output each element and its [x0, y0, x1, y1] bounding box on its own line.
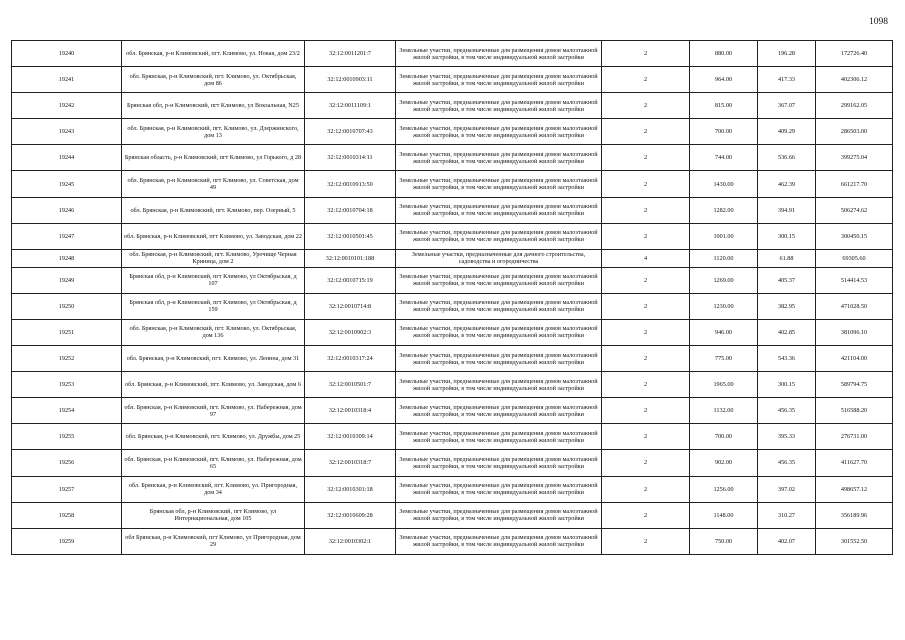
area-cell: 1430.00	[690, 171, 758, 197]
cadastral-value-table	[11, 40, 893, 555]
land-use-cell: Земельные участки, предназначенные для дачного строительства, садоводства и огородничества	[396, 249, 602, 267]
area-cell: 1001.00	[690, 223, 758, 249]
area-cell: 1965.00	[690, 372, 758, 398]
cadastral-value-cell: 471028.50	[816, 293, 893, 319]
address-cell: Брянская обл, р-н Климовский, пгт Климово, ул Октябрьская, д 159	[122, 293, 305, 319]
table-row	[12, 346, 893, 372]
page-number: 1098	[869, 17, 888, 27]
area-cell: 1282.00	[690, 197, 758, 223]
cadastral-number-cell: 32:12:0010309:14	[305, 424, 396, 450]
row-number-cell: 19251	[12, 319, 122, 345]
cadastral-number-cell: 32:12:0010301:18	[305, 476, 396, 502]
cadastral-number-cell: 32:12:0010609:28	[305, 502, 396, 528]
cadastral-value-cell: 402306.12	[816, 67, 893, 93]
address-cell: обл. Брянская, р-н Климовский, пгт. Климово, ул. Дзержинского, дом 13	[122, 119, 305, 145]
specific-value-cell: 395.33	[758, 424, 816, 450]
cadastral-number-cell: 32:12:0010913:50	[305, 171, 396, 197]
group-cell: 2	[602, 450, 690, 476]
cadastral-number-cell: 32:12:0011201:7	[305, 41, 396, 67]
cadastral-number-cell: 32:12:0010302:1	[305, 528, 396, 554]
group-cell: 2	[602, 424, 690, 450]
cadastral-number-cell: 32:12:0010318:7	[305, 450, 396, 476]
group-cell: 4	[602, 249, 690, 267]
address-cell: обл. Брянская, р-н Климовский, пгт. Климово, ул. Дружбы, дом 25	[122, 424, 305, 450]
cadastral-number-cell: 32:12:0010318:4	[305, 398, 396, 424]
table-row	[12, 424, 893, 450]
cadastral-number-cell: 32:12:0010101:188	[305, 249, 396, 267]
row-number-cell: 19259	[12, 528, 122, 554]
cadastral-value-cell: 381096.10	[816, 319, 893, 345]
cadastral-value-cell: 498657.12	[816, 476, 893, 502]
cadastral-number-cell: 32:12:0010501:45	[305, 223, 396, 249]
table-row	[12, 119, 893, 145]
land-use-cell: Земельные участки, предназначенные для размещения домов малоэтажной жилой застройки, в том числе индивидуальной жилой застройки	[396, 171, 602, 197]
land-use-cell: Земельные участки, предназначенные для размещения домов малоэтажной жилой застройки, в том числе индивидуальной жилой застройки	[396, 528, 602, 554]
address-cell: обл. Брянская, р-н Климовский, пгт. Климово, ул. Октябрьская, дом 86	[122, 67, 305, 93]
cadastral-number-cell: 32:12:0010903:11	[305, 67, 396, 93]
address-cell: обл. Брянская, р-н Климовский, пгт. Климово, Урочище Черная Криница, дом 2	[122, 249, 305, 267]
land-use-cell: Земельные участки, предназначенные для размещения домов малоэтажной жилой застройки, в том числе индивидуальной жилой застройки	[396, 41, 602, 67]
group-cell: 2	[602, 319, 690, 345]
group-cell: 2	[602, 119, 690, 145]
land-use-cell: Земельные участки, предназначенные для размещения домов малоэтажной жилой застройки, в том числе индивидуальной жилой застройки	[396, 119, 602, 145]
specific-value-cell: 61.88	[758, 249, 816, 267]
group-cell: 2	[602, 398, 690, 424]
area-cell: 1269.00	[690, 267, 758, 293]
address-cell: обл. Брянская, р-н Климовский, пгт. Климово, ул. Новая, дом 23/2	[122, 41, 305, 67]
cadastral-value-cell: 300450.15	[816, 223, 893, 249]
specific-value-cell: 300.15	[758, 372, 816, 398]
specific-value-cell: 394.91	[758, 197, 816, 223]
area-cell: 902.00	[690, 450, 758, 476]
group-cell: 2	[602, 93, 690, 119]
cadastral-number-cell: 32:12:0010704:18	[305, 197, 396, 223]
row-number-cell: 19247	[12, 223, 122, 249]
address-cell: обл. Брянская, р-н Климовский, пгт. Климово, ул. Набережная, дом 65	[122, 450, 305, 476]
specific-value-cell: 409.29	[758, 119, 816, 145]
address-cell: Брянская область, р-н Климовский, пгт Климово, ул Горького, д 28	[122, 145, 305, 171]
area-cell: 964.00	[690, 67, 758, 93]
row-number-cell: 19255	[12, 424, 122, 450]
cadastral-value-cell: 506274.62	[816, 197, 893, 223]
group-cell: 2	[602, 145, 690, 171]
cadastral-value-cell: 356189.96	[816, 502, 893, 528]
group-cell: 2	[602, 346, 690, 372]
cadastral-number-cell: 32:12:0010501:7	[305, 372, 396, 398]
table-row	[12, 171, 893, 197]
row-number-cell: 19243	[12, 119, 122, 145]
area-cell: 1148.00	[690, 502, 758, 528]
area-cell: 700.00	[690, 119, 758, 145]
row-number-cell: 19249	[12, 267, 122, 293]
land-use-cell: Земельные участки, предназначенные для размещения домов малоэтажной жилой застройки, в том числе индивидуальной жилой застройки	[396, 424, 602, 450]
cadastral-number-cell: 32:12:0010715:19	[305, 267, 396, 293]
land-use-cell: Земельные участки, предназначенные для размещения домов малоэтажной жилой застройки, в том числе индивидуальной жилой застройки	[396, 476, 602, 502]
row-number-cell: 19252	[12, 346, 122, 372]
land-use-cell: Земельные участки, предназначенные для размещения домов малоэтажной жилой застройки, в том числе индивидуальной жилой застройки	[396, 223, 602, 249]
specific-value-cell: 382.95	[758, 293, 816, 319]
table-row	[12, 293, 893, 319]
row-number-cell: 19245	[12, 171, 122, 197]
land-use-cell: Земельные участки, предназначенные для размещения домов малоэтажной жилой застройки, в том числе индивидуальной жилой застройки	[396, 372, 602, 398]
address-cell: Брянская обл, р-н Климовский, пгт Климово, ул Интернациональная, дом 105	[122, 502, 305, 528]
land-use-cell: Земельные участки, предназначенные для размещения домов малоэтажной жилой застройки, в том числе индивидуальной жилой застройки	[396, 267, 602, 293]
land-use-cell: Земельные участки, предназначенные для размещения домов малоэтажной жилой застройки, в том числе индивидуальной жилой застройки	[396, 346, 602, 372]
area-cell: 750.00	[690, 528, 758, 554]
land-use-cell: Земельные участки, предназначенные для размещения домов малоэтажной жилой застройки, в том числе индивидуальной жилой застройки	[396, 293, 602, 319]
group-cell: 2	[602, 372, 690, 398]
cadastral-value-cell: 299162.05	[816, 93, 893, 119]
cadastral-value-cell: 421104.00	[816, 346, 893, 372]
address-cell: обл. Брянская, р-н Климовский, пгт Климово, ул. Советская, дом 49	[122, 171, 305, 197]
table-row	[12, 398, 893, 424]
specific-value-cell: 536.66	[758, 145, 816, 171]
cadastral-number-cell: 32:12:0010314:11	[305, 145, 396, 171]
area-cell: 1132.00	[690, 398, 758, 424]
address-cell: обл Брянская, р-н Климовский, пгт Климово, ул Пригородная, дом 29	[122, 528, 305, 554]
specific-value-cell: 543.36	[758, 346, 816, 372]
area-cell: 1230.00	[690, 293, 758, 319]
row-number-cell: 19241	[12, 67, 122, 93]
table-row	[12, 93, 893, 119]
cadastral-value-cell: 276731.00	[816, 424, 893, 450]
cadastral-number-cell: 32:12:0010707:43	[305, 119, 396, 145]
area-cell: 1120.00	[690, 249, 758, 267]
address-cell: обл. Брянская, р-н Климовский, пгт Климово, ул. Заводская, дом 22	[122, 223, 305, 249]
address-cell: обл. Брянская, р-н Климовский, пгт. Климово, ул. Ленина, дом 31	[122, 346, 305, 372]
group-cell: 2	[602, 41, 690, 67]
land-use-cell: Земельные участки, предназначенные для размещения домов малоэтажной жилой застройки, в том числе индивидуальной жилой застройки	[396, 93, 602, 119]
row-number-cell: 19256	[12, 450, 122, 476]
group-cell: 2	[602, 267, 690, 293]
specific-value-cell: 456.35	[758, 398, 816, 424]
cadastral-value-cell: 301552.50	[816, 528, 893, 554]
specific-value-cell: 196.28	[758, 41, 816, 67]
table-row	[12, 197, 893, 223]
area-cell: 700.00	[690, 424, 758, 450]
group-cell: 2	[602, 502, 690, 528]
cadastral-value-cell: 661217.70	[816, 171, 893, 197]
row-number-cell: 19240	[12, 41, 122, 67]
cadastral-value-cell: 411627.70	[816, 450, 893, 476]
specific-value-cell: 402.07	[758, 528, 816, 554]
table-row	[12, 67, 893, 93]
address-cell: обл. Брянская, р-н Климовский, пгт. Климово, ул. Пригородная, дом 34	[122, 476, 305, 502]
cadastral-number-cell: 32:12:0010317:24	[305, 346, 396, 372]
address-cell: Брянская обл, р-н Климовский, пгт Климово, ул Октябрьская, д 107	[122, 267, 305, 293]
cadastral-value-cell: 514414.53	[816, 267, 893, 293]
area-cell: 946.00	[690, 319, 758, 345]
cadastral-value-cell: 516588.20	[816, 398, 893, 424]
land-use-cell: Земельные участки, предназначенные для размещения домов малоэтажной жилой застройки, в том числе индивидуальной жилой застройки	[396, 502, 602, 528]
table-body	[12, 41, 893, 555]
row-number-cell: 19258	[12, 502, 122, 528]
row-number-cell: 19254	[12, 398, 122, 424]
row-number-cell: 19250	[12, 293, 122, 319]
table-row	[12, 450, 893, 476]
specific-value-cell: 405.37	[758, 267, 816, 293]
group-cell: 2	[602, 223, 690, 249]
table-row	[12, 528, 893, 554]
land-use-cell: Земельные участки, предназначенные для размещения домов малоэтажной жилой застройки, в том числе индивидуальной жилой застройки	[396, 398, 602, 424]
land-use-cell: Земельные участки, предназначенные для размещения домов малоэтажной жилой застройки, в том числе индивидуальной жилой застройки	[396, 145, 602, 171]
address-cell: обл. Брянская, р-н Климовский, пгт. Климово, ул. Октябрьская, дом 136	[122, 319, 305, 345]
cadastral-value-cell: 399275.04	[816, 145, 893, 171]
land-use-cell: Земельные участки, предназначенные для размещения домов малоэтажной жилой застройки, в том числе индивидуальной жилой застройки	[396, 197, 602, 223]
specific-value-cell: 367.07	[758, 93, 816, 119]
group-cell: 2	[602, 67, 690, 93]
specific-value-cell: 402.85	[758, 319, 816, 345]
area-cell: 880.00	[690, 41, 758, 67]
group-cell: 2	[602, 171, 690, 197]
specific-value-cell: 300.15	[758, 223, 816, 249]
area-cell: 1256.00	[690, 476, 758, 502]
specific-value-cell: 462.39	[758, 171, 816, 197]
area-cell: 775.00	[690, 346, 758, 372]
specific-value-cell: 456.35	[758, 450, 816, 476]
land-use-cell: Земельные участки, предназначенные для размещения домов малоэтажной жилой застройки, в том числе индивидуальной жилой застройки	[396, 67, 602, 93]
row-number-cell: 19253	[12, 372, 122, 398]
group-cell: 2	[602, 197, 690, 223]
cadastral-number-cell: 32:12:0010714:8	[305, 293, 396, 319]
specific-value-cell: 417.33	[758, 67, 816, 93]
row-number-cell: 19248	[12, 249, 122, 267]
group-cell: 2	[602, 293, 690, 319]
table-row	[12, 41, 893, 67]
land-use-cell: Земельные участки, предназначенные для размещения домов малоэтажной жилой застройки, в том числе индивидуальной жилой застройки	[396, 319, 602, 345]
specific-value-cell: 310.27	[758, 502, 816, 528]
row-number-cell: 19244	[12, 145, 122, 171]
table-row	[12, 476, 893, 502]
specific-value-cell: 397.02	[758, 476, 816, 502]
cadastral-value-cell: 286503.00	[816, 119, 893, 145]
cadastral-number-cell: 32:12:0011109:1	[305, 93, 396, 119]
area-cell: 815.00	[690, 93, 758, 119]
table-row	[12, 319, 893, 345]
address-cell: Брянская обл, р-н Климовский, пгт Климово, ул Вокзальная, N25	[122, 93, 305, 119]
table-row	[12, 502, 893, 528]
address-cell: обл. Брянская, р-н Климовский, пгт. Климово, пер. Озерный, 5	[122, 197, 305, 223]
row-number-cell: 19242	[12, 93, 122, 119]
table-row	[12, 249, 893, 267]
table-row	[12, 145, 893, 171]
cadastral-value-cell: 589794.75	[816, 372, 893, 398]
table-row	[12, 267, 893, 293]
address-cell: обл. Брянская, р-н Климовский, пгт. Климово, ул. Набережная, дом 97	[122, 398, 305, 424]
row-number-cell: 19257	[12, 476, 122, 502]
row-number-cell: 19246	[12, 197, 122, 223]
cadastral-number-cell: 32:12:0010902:3	[305, 319, 396, 345]
table-row	[12, 372, 893, 398]
land-use-cell: Земельные участки, предназначенные для размещения домов малоэтажной жилой застройки, в том числе индивидуальной жилой застройки	[396, 450, 602, 476]
group-cell: 2	[602, 476, 690, 502]
area-cell: 744.00	[690, 145, 758, 171]
cadastral-value-cell: 69305.60	[816, 249, 893, 267]
table-row	[12, 223, 893, 249]
cadastral-value-cell: 172726.40	[816, 41, 893, 67]
address-cell: обл. Брянская, р-н Климовский, пгт. Климово, ул. Заводская, дом 6	[122, 372, 305, 398]
group-cell: 2	[602, 528, 690, 554]
